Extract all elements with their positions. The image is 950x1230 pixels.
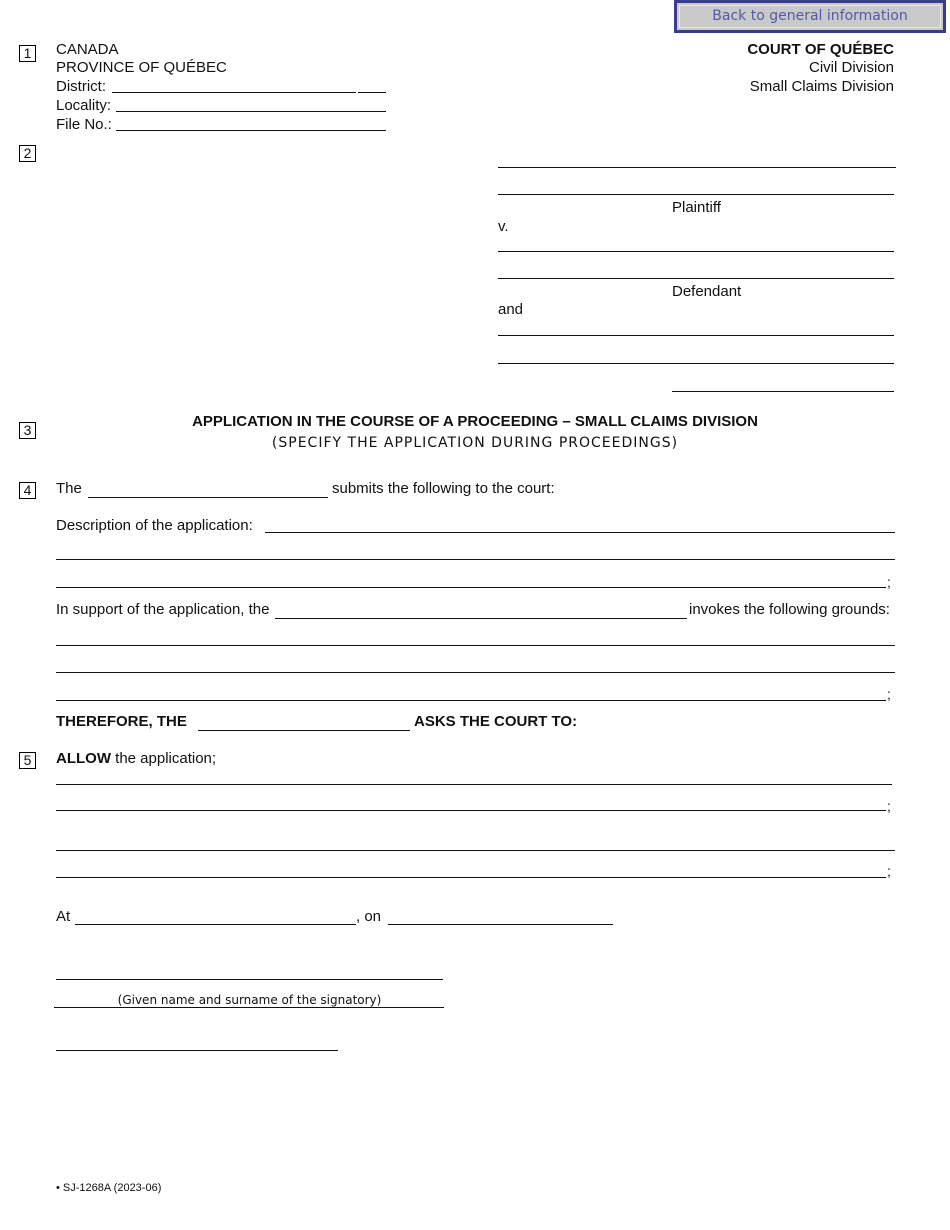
defendant-line-1[interactable] xyxy=(498,235,894,252)
support-suffix-label: invokes the following grounds: xyxy=(689,601,890,618)
small-claims-division-label: Small Claims Division xyxy=(749,78,894,95)
grounds-line-1[interactable] xyxy=(56,629,895,646)
applicant-field[interactable] xyxy=(88,481,328,498)
form-title: APPLICATION IN THE COURSE OF A PROCEEDING – SMALL CLAIMS DIVISION xyxy=(192,413,758,430)
court-title: COURT OF QUÉBEC xyxy=(747,41,894,58)
therefore-prefix-label: THEREFORE, THE xyxy=(56,713,187,730)
grounds-line-3[interactable] xyxy=(56,684,886,701)
conclusion-line-2[interactable] xyxy=(56,794,886,811)
form-subtitle: (SPECIFY THE APPLICATION DURING PROCEEDINGS) xyxy=(271,435,679,451)
at-label: At xyxy=(56,908,71,925)
district-field[interactable] xyxy=(112,76,356,93)
civil-division-label: Civil Division xyxy=(808,59,894,76)
on-label: , on xyxy=(356,908,382,925)
section-number-2: 2 xyxy=(19,145,36,162)
grounds-semicolon: ; xyxy=(887,686,891,702)
date-field[interactable] xyxy=(388,908,613,925)
province-label: PROVINCE OF QUÉBEC xyxy=(56,59,227,76)
conclusion-line-3[interactable] xyxy=(56,834,895,851)
description-line-2[interactable] xyxy=(56,543,895,560)
signatory-name-line xyxy=(54,1007,444,1008)
versus-label: v. xyxy=(498,218,509,235)
section-number-1: 1 xyxy=(19,45,36,62)
section-number-3: 3 xyxy=(19,422,36,439)
file-number-label: File No.: xyxy=(56,116,112,133)
signatory-title-field[interactable] xyxy=(56,1034,338,1051)
the-label: The xyxy=(56,480,82,497)
defendant-line-2[interactable] xyxy=(498,262,894,279)
other-party-line-2[interactable] xyxy=(498,347,894,364)
plaintiff-label: Plaintiff xyxy=(672,199,721,216)
support-prefix-label: In support of the application, the xyxy=(56,601,270,618)
plaintiff-line-2[interactable] xyxy=(498,178,894,195)
conclusion-line-4[interactable] xyxy=(56,861,886,878)
locality-label: Locality: xyxy=(56,97,112,114)
back-button-label: Back to general information xyxy=(712,8,908,24)
plaintiff-line-1[interactable] xyxy=(498,151,896,168)
conclusion-semicolon-2: ; xyxy=(887,863,891,879)
place-field[interactable] xyxy=(75,908,356,925)
signature-line[interactable] xyxy=(56,963,443,980)
back-to-general-information-button[interactable] xyxy=(674,0,946,33)
therefore-party-field[interactable] xyxy=(198,714,410,731)
section-number-5: 5 xyxy=(19,752,36,769)
conclusion-line-1[interactable] xyxy=(56,768,892,785)
other-party-designation-field[interactable] xyxy=(672,375,894,392)
submits-label: submits the following to the court: xyxy=(332,480,555,497)
district-label: District: xyxy=(56,78,106,95)
and-label: and xyxy=(498,301,524,318)
district-field-tail xyxy=(358,92,386,93)
description-label: Description of the application: xyxy=(56,517,253,534)
description-semicolon: ; xyxy=(887,574,891,590)
therefore-suffix-label: ASKS THE COURT TO: xyxy=(414,713,578,730)
defendant-label: Defendant xyxy=(672,283,742,300)
file-number-field[interactable] xyxy=(116,114,386,131)
description-line-1[interactable] xyxy=(265,516,895,533)
form-code: • SJ-1268A (2023-06) xyxy=(56,1182,162,1194)
conclusion-semicolon-1: ; xyxy=(887,798,891,814)
allow-statement xyxy=(56,750,216,768)
allow-bold-label: ALLOW xyxy=(56,750,111,767)
signatory-caption: (Given name and surname of the signatory) xyxy=(117,993,382,1007)
allow-rest-label: the application; xyxy=(110,750,217,767)
country-label: CANADA xyxy=(56,41,119,58)
other-party-line-1[interactable] xyxy=(498,319,894,336)
section-number-4: 4 xyxy=(19,482,36,499)
locality-field[interactable] xyxy=(116,95,386,112)
description-line-3[interactable] xyxy=(56,571,886,588)
grounds-line-2[interactable] xyxy=(56,656,895,673)
support-party-field[interactable] xyxy=(275,602,687,619)
